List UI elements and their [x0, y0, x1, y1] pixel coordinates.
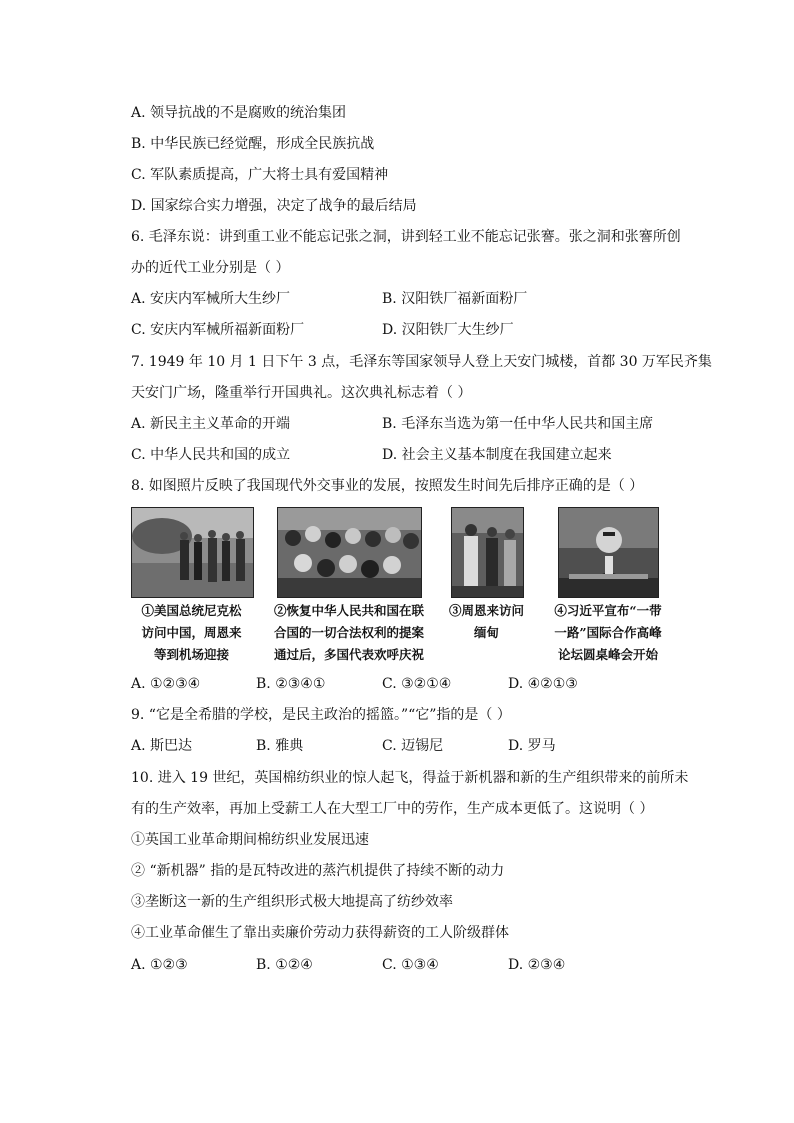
q8-stem-line1: 8. 如图照片反映了我国现代外交事业的发展，按照发生时间先后排序正确的是（ ） — [131, 478, 644, 494]
photo1-caption-line3: 等到机场迎接 — [153, 647, 229, 662]
photo2-caption-line2: 合国的一切合法权利的提案 — [273, 625, 424, 640]
q6-option-d: D. 汉阳铁厂大生纱厂 — [382, 322, 514, 338]
q7-stem-line1: 7. 1949 年 10 月 1 日下午 3 点，毛泽东等国家领导人登上天安门城楼，首都 30 万军民齐集 — [131, 354, 712, 370]
q10-statement-2: ② “新机器” 指的是瓦特改进的蒸汽机提供了持续不断的动力 — [131, 863, 505, 879]
q10-option-a: A. ①②③ — [131, 957, 188, 973]
q7-option-a: A. 新民主主义革命的开端 — [131, 416, 291, 432]
q9-option-d: D. 罗马 — [508, 738, 556, 754]
q10-statement-3: ③垄断这一新的生产组织形式极大地提高了纺纱效率 — [131, 894, 453, 910]
q5-option-c: C. 军队素质提高，广大将士具有爱国精神 — [131, 167, 389, 183]
photo4-caption-line3: 论坛圆桌峰会开始 — [557, 647, 658, 662]
q7-option-d: D. 社会主义基本制度在我国建立起来 — [382, 447, 612, 463]
photo3-caption-line1: ③周恩来访问 — [448, 603, 524, 618]
q8-option-c: C. ③②①④ — [382, 676, 452, 692]
photo4-caption-line1: ④习近平宣布“一带 — [554, 603, 662, 618]
q7-stem-line2: 天安门广场，隆重举行开国典礼。这次典礼标志着（ ） — [131, 385, 472, 401]
q5-option-d: D. 国家综合实力增强，决定了战争的最后结局 — [131, 198, 417, 214]
q10-statement-1: ①英国工业革命期间棉纺织业发展迅速 — [131, 832, 369, 848]
q8-option-d: D. ④②①③ — [508, 676, 578, 692]
q9-stem-line1: 9. “它是全希腊的学校，是民主政治的摇篮。”“它”指的是（ ） — [131, 707, 511, 723]
q7-option-c: C. 中华人民共和国的成立 — [131, 447, 291, 463]
q10-option-d: D. ②③④ — [508, 957, 566, 973]
q9-option-c: C. 迈锡尼 — [382, 738, 444, 754]
q10-stem-line1: 10. 进入 19 世纪，英国棉纺织业的惊人起飞，得益于新机器和新的生产组织带来的前所未 — [131, 770, 689, 786]
q9-option-b: B. 雅典 — [256, 738, 304, 754]
photo-belt-and-road-forum — [558, 507, 659, 598]
photo4-caption-line2: 一路”国际合作高峰 — [554, 625, 662, 640]
photo1-caption-line1: ①美国总统尼克松 — [141, 603, 242, 618]
photo3-caption-line2: 缅甸 — [473, 625, 499, 640]
photo-un-seat-restored — [277, 507, 422, 598]
photo-nixon-visit — [131, 507, 254, 598]
q7-option-b: B. 毛泽东当选为第一任中华人民共和国主席 — [382, 416, 654, 432]
photo2-caption-line1: ②恢复中华人民共和国在联 — [273, 603, 424, 618]
q6-stem-line2: 办的近代工业分别是（ ） — [131, 260, 290, 276]
q10-statement-4: ④工业革命催生了靠出卖廉价劳动力获得薪资的工人阶级群体 — [131, 925, 509, 941]
q6-option-a: A. 安庆内军械所大生纱厂 — [131, 291, 291, 307]
q5-option-a: A. 领导抗战的不是腐败的统治集团 — [131, 105, 347, 121]
q9-option-a: A. 斯巴达 — [131, 738, 193, 754]
q8-option-a: A. ①②③④ — [131, 676, 201, 692]
photo-zhou-burma-visit — [451, 507, 524, 598]
photo2-caption-line3: 通过后，多国代表欢呼庆祝 — [273, 647, 424, 662]
q10-stem-line2: 有的生产效率，再加上受薪工人在大型工厂中的劳作，生产成本更低了。这说明（ ） — [131, 801, 654, 817]
q6-option-b: B. 汉阳铁厂福新面粉厂 — [382, 291, 528, 307]
q10-option-b: B. ①②④ — [256, 957, 313, 973]
q10-option-c: C. ①③④ — [382, 957, 439, 973]
photo1-caption-line2: 访问中国，周恩来 — [141, 625, 242, 640]
q6-stem-line1: 6. 毛泽东说：讲到重工业不能忘记张之洞，讲到轻工业不能忘记张謇。张之洞和张謇所创 — [131, 229, 681, 245]
q5-option-b: B. 中华民族已经觉醒，形成全民族抗战 — [131, 136, 375, 152]
q6-option-c: C. 安庆内军械所福新面粉厂 — [131, 322, 305, 338]
q8-option-b: B. ②③④① — [256, 676, 326, 692]
